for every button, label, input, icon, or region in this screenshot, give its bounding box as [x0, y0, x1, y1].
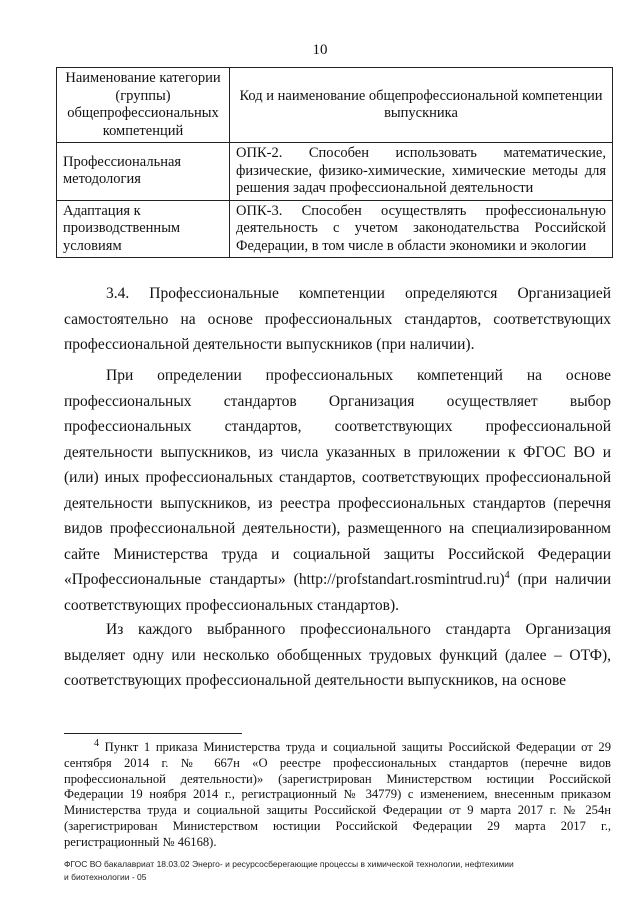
header-category: Наименование категории (группы) общепрофессиональных компетенций	[57, 68, 230, 143]
paragraph-text: Из каждого выбранного профессионального стандарта Организация выделяет одну или несколько обобщенных трудовых функций (далее – ОТФ), соответствующих профессиональной деятельности выпускников, на основе	[64, 621, 611, 689]
paragraph-standards-selection	[64, 363, 611, 618]
table-row	[57, 143, 613, 201]
header-competence: Код и наименование общепрофессиональной компетенции выпускника	[230, 68, 613, 143]
footnote-mark: 4	[94, 737, 99, 749]
footnote	[64, 737, 611, 851]
footer-line: и биотехнологии - 05	[64, 872, 147, 882]
row-category: Профессиональная методология	[57, 143, 230, 201]
table-header-row	[57, 68, 613, 143]
footnote-body: Пункт 1 приказа Министерства труда и социальной защиты Российской Федерации от 29 сентября 2014 г. № 667н «О реестре профессиональных стандартов (перечне видов профессиональной деятельности)» (зарегистрирован Министерством юстиции Российской Федерации 19 ноября 2014 г., регистрационный № 34779) с изменением, внесенным приказом Министерства труда и социальной защиты Российской Федерации от 9 марта 2017 г. № 254н (зарегистрирован Министерством юстиции Российской Федерации 29 марта 2017 г., регистрационный № 46168).	[64, 740, 611, 849]
competencies-table	[56, 67, 613, 258]
footer-line: ФГОС ВО бакалавриат 18.03.02 Энерго- и ресурсосберегающие процессы в химической технологии, нефтехимии	[64, 859, 514, 869]
paragraph-text-part: (при наличии соответствующих профессиональных стандартов).	[64, 571, 611, 614]
paragraph-3-4	[64, 281, 611, 358]
footnote-reference: 4	[504, 569, 510, 581]
paragraph-otf	[64, 617, 611, 694]
footnote-separator	[64, 733, 242, 734]
row-competence: ОПК-3. Способен осуществлять профессиональную деятельность с учетом законодательства Российской Федерации, в том числе в области экономики и экологии	[230, 200, 613, 258]
document-footer	[64, 858, 624, 884]
paragraph-text: 3.4. Профессиональные компетенции определяются Организацией самостоятельно на основе профессиональных стандартов, соответствующих профессиональной деятельности выпускников (при наличии).	[64, 285, 611, 353]
paragraph-text	[64, 363, 611, 618]
footnote-text	[64, 737, 611, 851]
row-category: Адаптация к производственным условиям	[57, 200, 230, 258]
page-number: 10	[312, 42, 328, 58]
paragraph-text-part: При определении профессиональных компетенций на основе профессиональных стандартов Организация осуществляет выбор профессиональных стандартов, соответствующих профессиональной деятельности выпускников, из числа указанных в приложении к ФГОС ВО и (или) иных профессиональных стандартов, соответствующих профессиональной деятельности выпускников, из реестра профессиональных стандартов (перечня видов профессиональной деятельности), размещенного на специализированном сайте Министерства труда и социальной защиты Российской Федерации «Профессиональные стандарты» (http://profstandart.rosmintrud.ru)	[64, 367, 611, 588]
row-competence: ОПК-2. Способен использовать математические, физические, физико-химические, химические методы для решения задач профессиональной деятельности	[230, 143, 613, 201]
table-row	[57, 200, 613, 258]
